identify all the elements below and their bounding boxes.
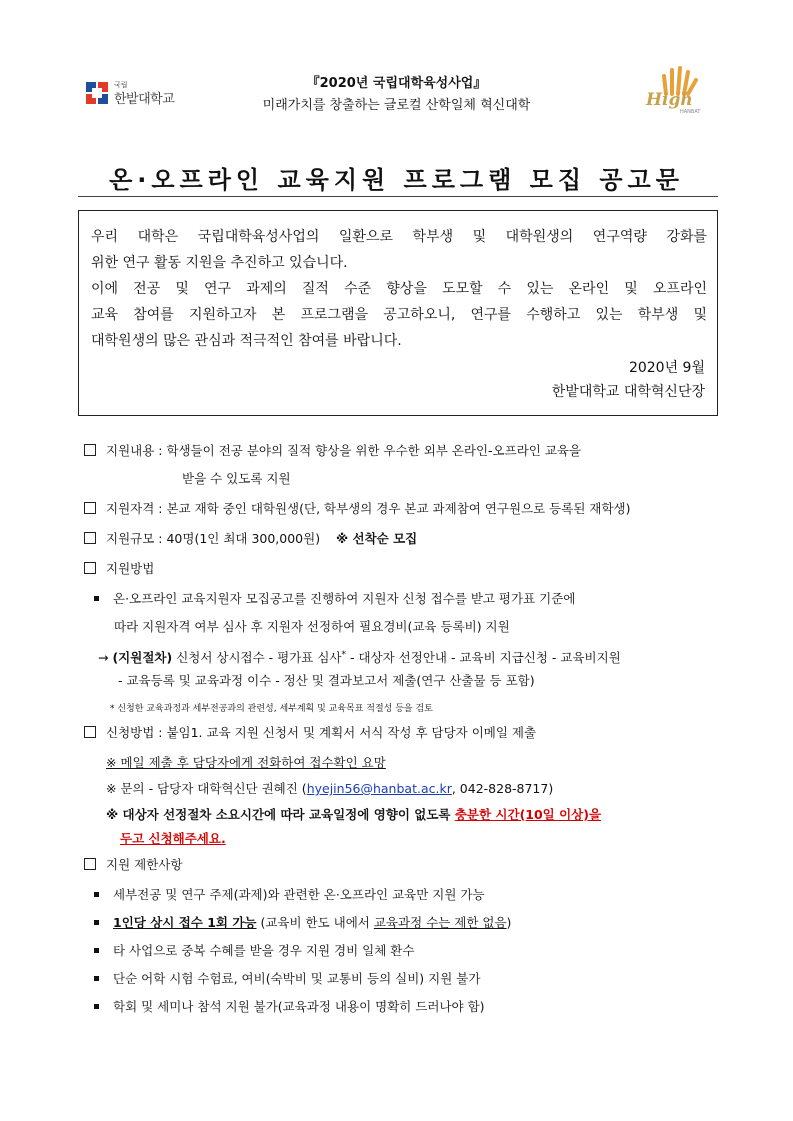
limit-bullet xyxy=(94,970,480,988)
checkbox-icon xyxy=(84,562,96,574)
checkbox-icon xyxy=(84,858,96,870)
item-limits-text: 지원 제한사항 xyxy=(106,857,183,872)
high-logo-sub: HANBAT xyxy=(680,109,701,115)
item-apply xyxy=(84,724,536,742)
bullet-icon xyxy=(94,1004,99,1009)
procedure-footnote: * 신청한 교육과정과 세부전공과의 관련성, 세부계획 및 교육목표 적절성 등을 검토 xyxy=(110,704,433,714)
limit-2-underline: 교육과정 수는 제한 없음 xyxy=(373,915,507,930)
item-method xyxy=(84,560,154,578)
notice-line: 대학원생의 많은 관심과 적극적인 참여를 바랍니다. xyxy=(91,333,402,349)
item-limits xyxy=(84,856,182,874)
checkbox-icon xyxy=(84,726,96,738)
item-qualification-text: 지원자격 : 본교 재학 중인 대학원생(단, 학부생의 경우 본교 과제참여 연구원으로 등록된 재학생) xyxy=(106,501,631,516)
title-divider xyxy=(78,196,718,197)
limit-3-text: 타 사업으로 중복 수혜를 받을 경우 지원 경비 일체 환수 xyxy=(113,943,415,958)
bullet-icon xyxy=(94,948,99,953)
high-logo xyxy=(640,66,710,118)
limit-bullet xyxy=(94,942,414,960)
note-3-highlight-2: 두고 신청해주세요. xyxy=(120,831,226,846)
item-scale-note: ※ 선착순 모집 xyxy=(336,531,418,546)
notice-signer: 한밭대학교 대학혁신단장 xyxy=(551,384,705,400)
bullet-icon xyxy=(94,920,99,925)
item-content xyxy=(84,442,581,460)
limit-bullet xyxy=(94,914,511,932)
notice-line: 교육 참여를 지원하고자 본 프로그램을 공고하오니, 연구를 수행하고 있는 학부생 및 xyxy=(91,307,707,323)
page-title: 온·오프라인 교육지원 프로그램 모집 공고문 xyxy=(109,166,684,194)
procedure-line xyxy=(98,646,621,667)
limit-bullet xyxy=(94,886,485,904)
checkbox-icon xyxy=(84,532,96,544)
method-bullet xyxy=(94,590,575,608)
limit-5-text: 학회 및 세미나 참석 지원 불가(교육과정 내용이 명확히 드러나야 함) xyxy=(113,999,485,1014)
limit-1-text: 세부전공 및 연구 주제(과제)와 관련한 온·오프라인 교육만 지원 가능 xyxy=(113,887,485,902)
limit-2-close: ) xyxy=(506,915,512,930)
item-content-text: 지원내용 : 학생들이 전공 분야의 질적 향상을 위한 우수한 외부 온라인-오프라인 교육을 xyxy=(106,443,582,458)
note-1 xyxy=(106,754,386,772)
footnote-mark: * xyxy=(341,650,346,660)
limit-2-bold: 1인당 상시 접수 1회 가능 xyxy=(113,915,257,930)
notice-date: 2020년 9월 xyxy=(628,360,705,376)
note-3-highlight: 충분한 시간(10일 이상)을 xyxy=(454,807,602,822)
bullet-icon xyxy=(94,596,99,601)
notice-box xyxy=(78,210,718,416)
procedure-text: 신청서 상시접수 - 평가표 심사 xyxy=(176,650,342,666)
header-slogan: 미래가치를 창출하는 글로컬 산학일체 혁신대학 xyxy=(262,98,531,113)
notice-line: 이에 전공 및 연구 과제의 질적 수준 향상을 도모할 수 있는 온라인 및 오프라인 xyxy=(91,281,707,297)
checkbox-icon xyxy=(84,502,96,514)
item-qualification xyxy=(84,500,630,518)
logo-name: 한밭대학교 xyxy=(114,92,175,107)
item-method-text: 지원방법 xyxy=(106,561,155,576)
limit-4-text: 단순 어학 시험 수험료, 여비(숙박비 및 교통비 등의 실비) 지원 불가 xyxy=(113,971,481,986)
bullet-icon xyxy=(94,892,99,897)
limit-2-text: (교육비 한도 내에서 xyxy=(256,915,374,930)
checkbox-icon xyxy=(84,444,96,456)
note-2-phone: , 042-828-8717) xyxy=(451,781,554,796)
high-logo-text: High xyxy=(646,90,693,110)
header-project-title: 『2020년 국립대학육성사업』 xyxy=(306,76,487,91)
method-bullet-text: 온·오프라인 교육지원자 모집공고를 진행하여 지원자 신청 접수를 받고 평가표 기준에 xyxy=(113,591,576,606)
item-scale xyxy=(84,530,417,548)
note-1-text: ※ 메일 제출 후 담당자에게 전화하여 접수확인 요망 xyxy=(106,755,386,770)
contact-email-link[interactable]: hyejin56@hanbat.ac.kr xyxy=(306,781,452,796)
bullet-icon xyxy=(94,976,99,981)
arrow-icon: → xyxy=(98,650,109,666)
note-3 xyxy=(106,806,601,824)
procedure-line-2: - 교육등록 및 교육과정 이수 - 정산 및 결과보고서 제출(연구 산출물 등 포함) xyxy=(118,673,535,688)
limit-bullet xyxy=(94,998,485,1016)
procedure-label: (지원절차) xyxy=(112,650,173,666)
note-2 xyxy=(106,780,553,798)
item-apply-text: 신청방법 : 붙임1. 교육 지원 신청서 및 계획서 서식 작성 후 담당자 이메일 제출 xyxy=(106,725,537,740)
item-content-cont: 받을 수 있도록 지원 xyxy=(182,471,291,486)
logo-small-text: 국립 xyxy=(114,81,128,89)
item-scale-text: 지원규모 : 40명(1인 최대 300,000원) xyxy=(106,531,321,546)
note-3-text: ※ 대상자 선정절차 소요시간에 따라 교육일정에 영향이 없도록 xyxy=(106,807,455,822)
notice-line: 우리 대학은 국립대학육성사업의 일환으로 학부생 및 대학원생의 연구역량 강화를 xyxy=(91,229,707,245)
note-3-cont xyxy=(120,830,226,848)
note-2-text: ※ 문의 - 담당자 대학혁신단 권혜진 ( xyxy=(106,781,307,796)
method-bullet-cont: 따라 지원자격 여부 심사 후 지원자 선정하여 필요경비(교육 등록비) 지원 xyxy=(114,619,510,634)
notice-line: 위한 연구 활동 지원을 추진하고 있습니다. xyxy=(91,255,348,271)
procedure-text-b: - 대상자 선정안내 - 교육비 지급신청 - 교육비지원 xyxy=(349,650,621,666)
